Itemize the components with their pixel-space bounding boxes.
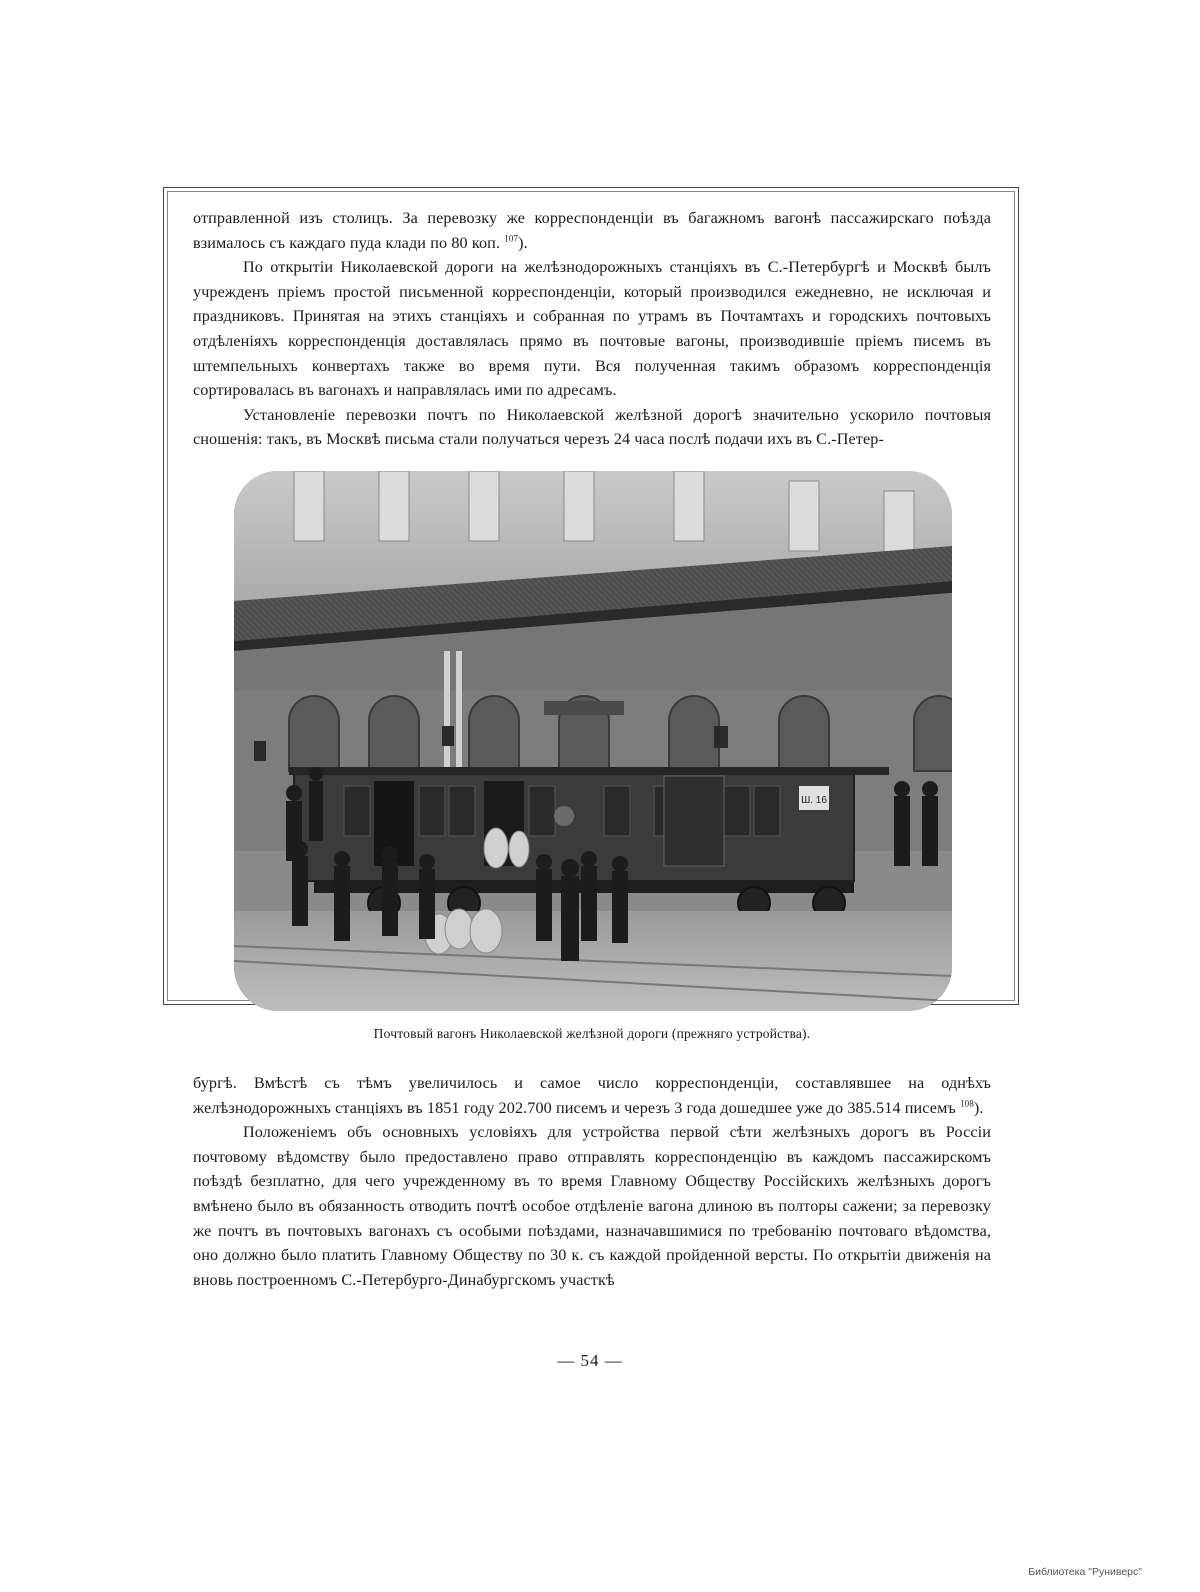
paragraph-5: Положеніемъ объ основныхъ условіяхъ для устройства первой сѣти желѣзныхъ дорогъ въ Россіи почтовому вѣдомству было предоставлено право отправлять корреспонденцію въ каждомъ пассажирскомъ поѣздѣ безплатно, для чего учрежденному въ то время Главному Обществу Россійскихъ желѣзныхъ дорогъ вмѣнено было въ обязанность отводить почтѣ особое отдѣленіе вагона длиною въ полторы сажени; за перевозку же почтъ въ почтовыхъ вагонахъ съ особыми поѣздами, назначавшимися по требованію почтоваго вѣдомства, оно должно было платить Главному Обществу по 30 к. съ каждой пройденной версты. По открытіи движенія на вновь построенномъ С.-Петербурго-Динабургскомъ участкѣ bbox=[193, 1123, 991, 1289]
paragraph-3: Установленіе перевозки почтъ по Николаевской желѣзной дорогѣ значительно ускорило почтовыя сношенія: такъ, въ Москвѣ письма стали получаться черезъ 24 часа послѣ подачи ихъ въ С.-Петер- bbox=[193, 405, 991, 449]
top-text-block bbox=[193, 206, 991, 452]
paragraph-1-text: отправленной изъ столицъ. За перевозку же корреспонденціи въ багажномъ вагонѣ пассажирскаго поѣзда взималось съ каждаго пуда клади по 80 коп. bbox=[193, 209, 991, 252]
page-number: — 54 — bbox=[557, 1351, 623, 1370]
library-watermark: Библиотека "Руниверс" bbox=[1028, 1566, 1142, 1578]
paragraph-4-end: ). bbox=[973, 1098, 984, 1117]
paragraph-4-text: бургѣ. Вмѣстѣ съ тѣмъ увеличилось и самое число корреспонденціи, составлявшее на однѣхъ желѣзнодорожныхъ станціяхъ въ 1851 году 202.700 писемъ и черезъ 3 года дошедшее уже до 385.514 писемъ bbox=[193, 1074, 991, 1117]
paragraph-1 bbox=[193, 206, 991, 255]
bottom-text-block bbox=[193, 1071, 991, 1292]
paragraph-4 bbox=[193, 1071, 991, 1120]
mail-wagon-photo bbox=[234, 471, 952, 1011]
footnote-ref-108: 108 bbox=[960, 1098, 974, 1109]
footnote-ref-107: 107 bbox=[504, 233, 519, 244]
photo-caption: Почтовый вагонъ Николаевской желѣзной дороги (прежняго устройства). bbox=[373, 1026, 811, 1041]
paragraph-1-end: ). bbox=[518, 233, 528, 252]
wagon-plate: Ш. 16 bbox=[801, 795, 827, 806]
paragraph-2: По открытіи Николаевской дороги на желѣзнодорожныхъ станціяхъ въ С.-Петербургѣ и Москвѣ былъ учрежденъ пріемъ простой письменной корреспонденціи, который производился ежедневно, не исключая и праздниковъ. Принятая на этихъ станціяхъ и собранная по утрамъ въ Почтамтахъ и городскихъ почтовыхъ отдѣленіяхъ корреспонденція доставлялась прямо въ почтовые вагоны, производившіе пріемъ писемъ въ штемпельныхъ конвертахъ также во время пути. Вся полученная такимъ образомъ корреспонденція сортировалась въ вагонахъ и направлялась ими по адресамъ. bbox=[193, 258, 991, 400]
